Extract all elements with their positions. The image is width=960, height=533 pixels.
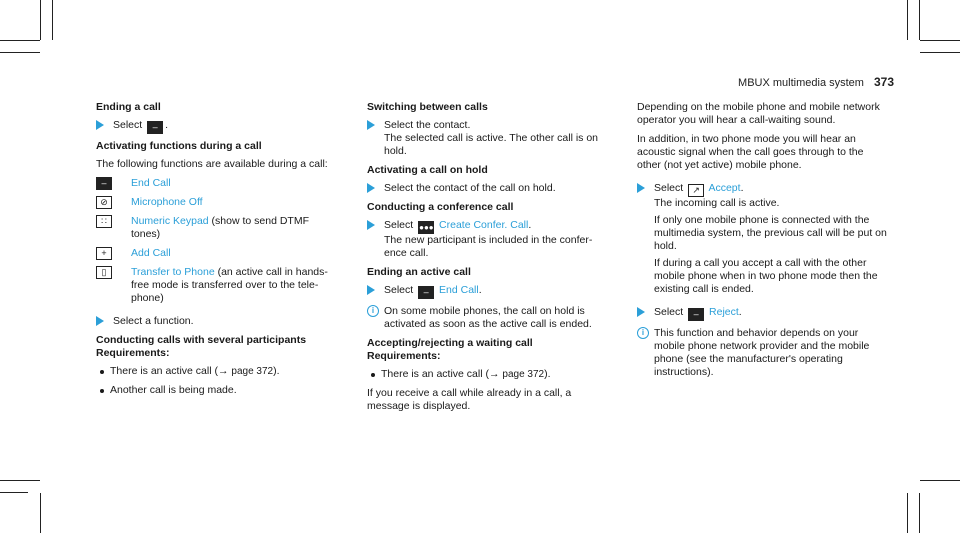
conference-call-icon[interactable]: ●●● [419, 223, 434, 232]
crop-mark [52, 0, 53, 40]
info-icon: i [367, 305, 379, 317]
page-ref-arrow-icon: → [488, 368, 500, 380]
column-2 [367, 101, 607, 419]
end-call-icon[interactable]: – [418, 286, 434, 299]
end-call-link[interactable]: End Call [439, 284, 479, 296]
step-arrow-icon [367, 120, 375, 130]
requirements-heading: Requirements: [367, 350, 441, 362]
list-item: There is an active call (→ page 372). [96, 365, 331, 378]
step-select-hold-contact: Select the contact of the call on hold. [367, 182, 607, 195]
page-ref-arrow-icon: → [217, 365, 229, 377]
step-arrow-icon [96, 120, 104, 130]
function-numeric-keypad: ∷ Numeric Keypad (show to send DTMF tones) [96, 215, 331, 241]
step-accept-call: Select ↗ Accept. The incoming call is active. If only one mobile phone is connected with the multimedia system, the previous call will be put on hold. If during a call you accept a call with the other mobile phone when in two phone mode then the existing call is ended. [637, 182, 887, 296]
step-select-end: Select – . [96, 119, 331, 134]
crop-mark [920, 40, 960, 41]
heading-ending-call: Ending a call [96, 101, 161, 113]
crop-mark [920, 480, 960, 481]
function-end-call [96, 177, 331, 190]
list-item: There is an active call (→ page 372). [367, 368, 607, 381]
step-arrow-icon [367, 183, 375, 193]
heading-conference-call: Conducting a conference call [367, 201, 514, 213]
step-arrow-icon [96, 316, 104, 326]
crop-mark [40, 0, 41, 40]
crop-mark [907, 493, 908, 533]
accept-call-icon[interactable]: ↗ [688, 184, 704, 197]
heading-ending-active-call: Ending an active call [367, 266, 471, 278]
info-note: i This function and behavior depends on your mobile phone network provider and the mobile phone (see the manufacturer's operating instructions). [637, 327, 887, 379]
heading-several-participants: Conducting calls with several participants [96, 334, 307, 346]
step-reject-call: Select – Reject. [637, 306, 887, 321]
two-phone-text: In addition, in two phone mode you will hear an acoustic signal when the call goes through to the other (not yet active) mobile phone. [637, 133, 864, 171]
crop-mark [40, 493, 41, 533]
crop-mark [0, 40, 40, 41]
function-add-call [96, 247, 331, 260]
function-label[interactable]: Transfer to Phone [131, 266, 215, 278]
crop-mark [919, 0, 920, 40]
bullet-icon [100, 370, 104, 374]
heading-activating-functions: Activating functions during a call [96, 140, 262, 152]
info-note: i On some mobile phones, the call on hold is activated as soon as the active call is ended. [367, 305, 607, 331]
page-number: 373 [873, 75, 894, 89]
list-item: Another call is being made. [96, 384, 331, 397]
header-title: MBUX multimedia system [738, 77, 864, 89]
end-call-icon: – [96, 177, 112, 190]
waiting-call-text: If you receive a call while already in a call, a message is displayed. [367, 387, 572, 412]
crop-mark [907, 0, 908, 40]
bullet-icon [371, 373, 375, 377]
function-label[interactable]: Add Call [131, 247, 171, 259]
end-call-icon[interactable]: – [147, 121, 163, 134]
column-3 [637, 101, 887, 385]
page-reference[interactable]: page 372 [502, 369, 545, 380]
intro-text: The following functions are available during a call: [96, 158, 328, 170]
crop-mark [0, 52, 40, 53]
heading-waiting-call: Accepting/rejecting a waiting call [367, 337, 533, 349]
function-microphone-off [96, 196, 331, 209]
function-label[interactable]: Microphone Off [131, 196, 203, 208]
function-transfer-to-phone: ▯ Transfer to Phone (an active call in hands-free mode is transferred over to the telephone) [96, 266, 331, 305]
crop-mark [919, 493, 920, 533]
step-select-contact: Select the contact. The selected call is active. The other call is on hold. [367, 119, 607, 158]
keypad-icon: ∷ [96, 215, 112, 228]
function-label[interactable]: Numeric Keypad [131, 215, 209, 227]
step-select-function: Select a function. [96, 315, 331, 328]
heading-call-on-hold: Activating a call on hold [367, 164, 488, 176]
page-reference[interactable]: page 372 [231, 366, 274, 377]
step-arrow-icon [637, 307, 645, 317]
crop-mark [0, 492, 28, 493]
step-arrow-icon [637, 183, 645, 193]
accept-link[interactable]: Accept [708, 182, 741, 194]
microphone-off-icon: ⊘ [96, 196, 112, 209]
column-1 [96, 101, 331, 403]
bullet-icon [100, 389, 104, 393]
reject-call-icon[interactable]: – [688, 308, 704, 321]
step-arrow-icon [367, 220, 375, 230]
page-header [738, 76, 894, 90]
reject-link[interactable]: Reject [709, 306, 739, 318]
heading-switching-calls: Switching between calls [367, 101, 488, 113]
create-conference-call-link[interactable]: Create Confer. Call [439, 219, 529, 231]
crop-mark [920, 52, 960, 53]
step-arrow-icon [367, 285, 375, 295]
call-waiting-text: Depending on the mobile phone and mobile network operator you will hear a call-waiting sound. [637, 101, 880, 126]
function-label[interactable]: End Call [131, 177, 171, 189]
requirements-heading: Requirements: [96, 347, 170, 359]
add-call-icon: + [96, 247, 112, 260]
step-create-conference: Select ●●● Create Confer. Call. The new participant is included in the conference call. [367, 219, 607, 260]
crop-mark [0, 480, 40, 481]
transfer-to-phone-icon: ▯ [96, 266, 112, 279]
step-end-call: Select – End Call. [367, 284, 607, 299]
info-icon: i [637, 327, 649, 339]
